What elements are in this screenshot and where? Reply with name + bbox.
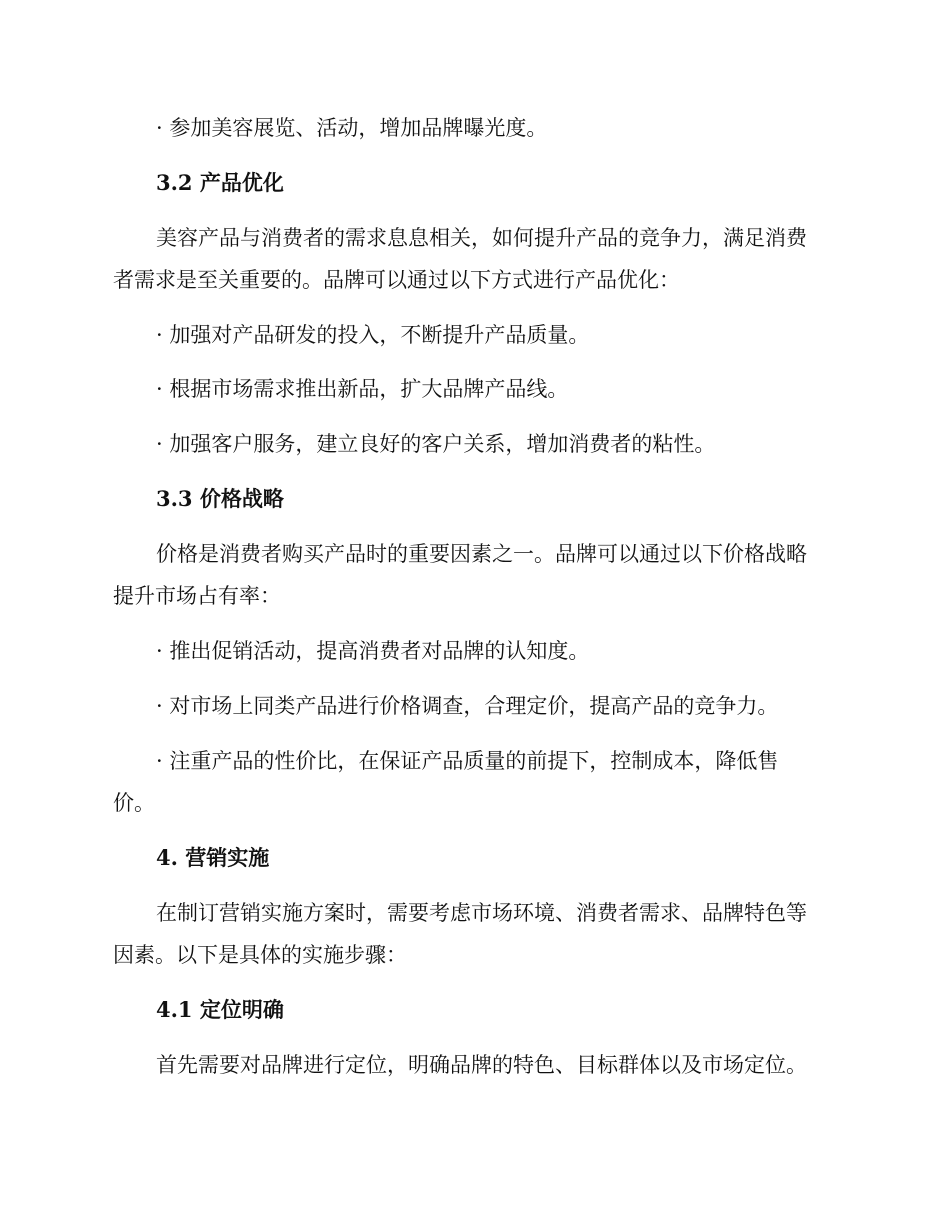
para-4-line1: 在制订营销实施方案时，需要考虑市场环境、消费者需求、品牌特色等 <box>156 901 807 925</box>
bullet-service: · 加强客户服务，建立良好的客户关系，增加消费者的粘性。 <box>156 432 716 456</box>
bullet-value-line2: 价。 <box>113 791 155 815</box>
heading-4: 4. 营销实施 <box>156 845 270 870</box>
para-3-3-line2: 提升市场占有率： <box>113 584 281 608</box>
para-4-line2: 因素。以下是具体的实施步骤： <box>113 943 407 967</box>
bullet-exhibitions: · 参加美容展览、活动，增加品牌曝光度。 <box>156 116 548 140</box>
para-3-3-line1: 价格是消费者购买产品时的重要因素之一。品牌可以通过以下价格战略 <box>156 542 807 566</box>
para-3-2-line1: 美容产品与消费者的需求息息相关，如何提升产品的竞争力，满足消费 <box>156 226 807 250</box>
heading-3-2: 3.2 产品优化 <box>156 170 284 195</box>
bullet-value-line1: · 注重产品的性价比，在保证产品质量的前提下，控制成本，降低售 <box>156 749 779 773</box>
heading-4-1: 4.1 定位明确 <box>156 997 284 1022</box>
bullet-new-products: · 根据市场需求推出新品，扩大品牌产品线。 <box>156 377 569 401</box>
para-3-2-line2: 者需求是至关重要的。品牌可以通过以下方式进行产品优化： <box>113 268 680 292</box>
para-4-1-line1: 首先需要对品牌进行定位，明确品牌的特色、目标群体以及市场定位。 <box>156 1053 807 1077</box>
bullet-rd: · 加强对产品研发的投入，不断提升产品质量。 <box>156 323 590 347</box>
bullet-promo: · 推出促销活动，提高消费者对品牌的认知度。 <box>156 639 590 663</box>
heading-3-3: 3.3 价格战略 <box>156 486 284 511</box>
bullet-pricing: · 对市场上同类产品进行价格调查，合理定价，提高产品的竞争力。 <box>156 694 779 718</box>
